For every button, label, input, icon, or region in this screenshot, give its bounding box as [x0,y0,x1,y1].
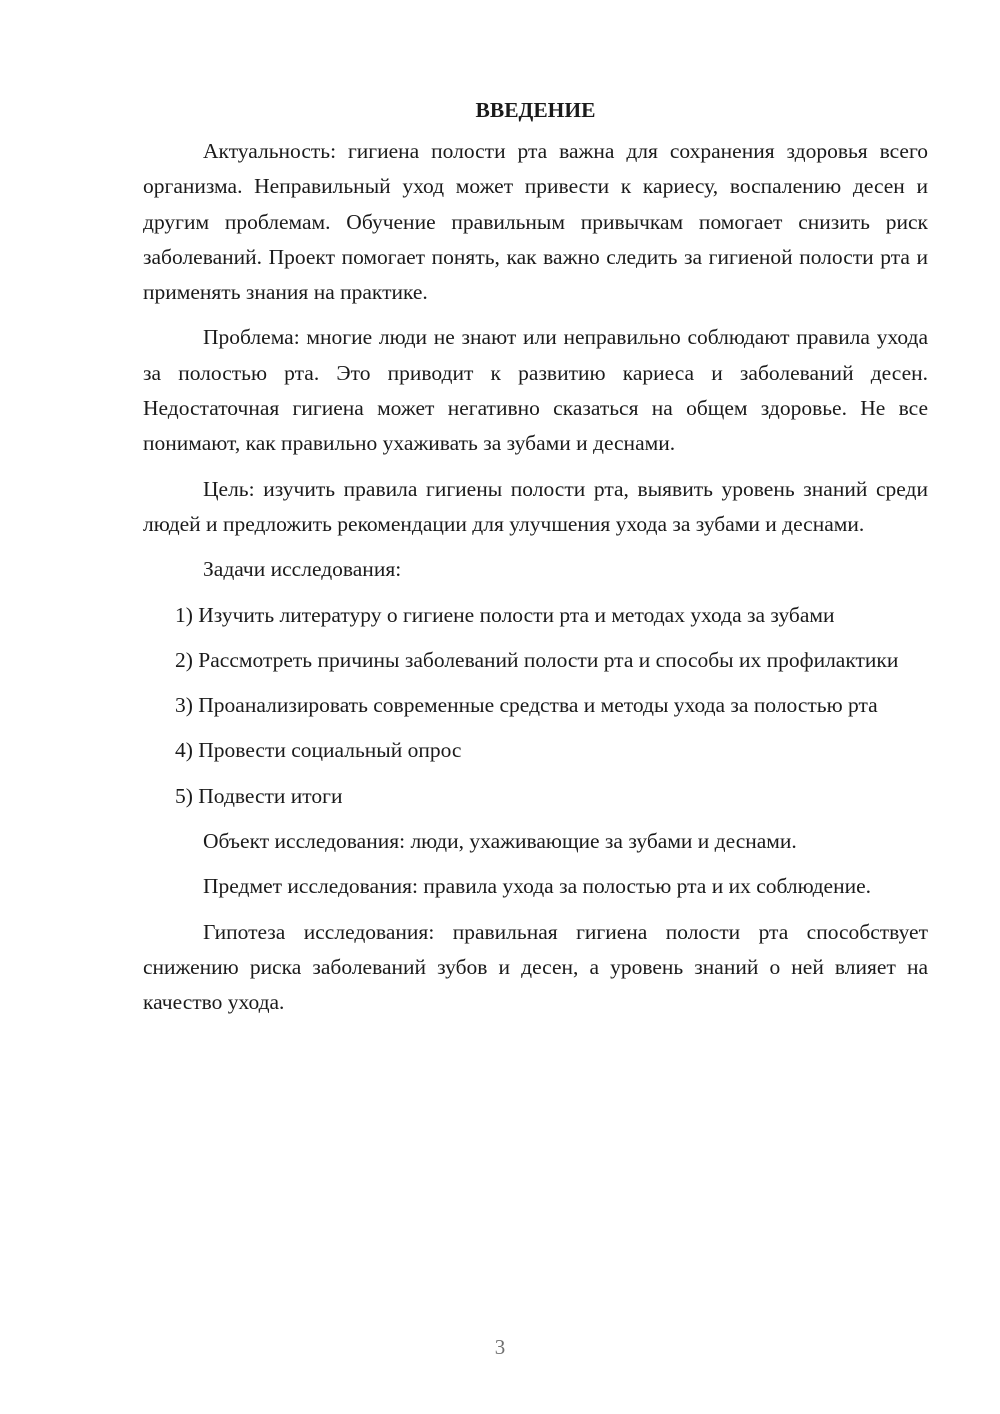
relevance-paragraph: Актуальность: гигиена полости рта важна для сохранения здоровья всего организма. Неправильный уход может привести к кариесу, воспалению десен и другим проблемам. Обучение правильным привычкам помогает снизить риск заболеваний. Проект помогает понять, как важно следить за гигиеной полости рта и применять знания на практике. [143,139,928,305]
page-number: 3 [494,1335,506,1359]
list-item: 4) Провести социальный опрос [175,738,462,763]
object-paragraph: Объект исследования: люди, ухаживающие за зубами и деснами. [203,829,797,854]
goal-paragraph: Цель: изучить правила гигиены полости рта, выявить уровень знаний среди людей и предложить рекомендации для улучшения ухода за зубами и деснами. [143,476,928,536]
tasks-list [143,598,928,814]
page-title: ВВЕДЕНИЕ [475,98,596,122]
tasks-heading: Задачи исследования: [203,557,402,582]
list-item: 3) Проанализировать современные средства и методы ухода за полостью рта [175,693,878,718]
list-item: 2) Рассмотреть причины заболеваний полости рта и способы их профилактики [175,647,899,672]
problem-paragraph: Проблема: многие люди не знают или неправильно соблюдают правила ухода за полостью рта. Это приводит к развитию кариеса и заболеваний десен. Недостаточная гигиена может негативно сказаться на общем здоровье. Не все понимают, как правильно ухаживать за зубами и деснами. [143,325,928,456]
hypothesis-paragraph: Гипотеза исследования: правильная гигиена полости рта способствует снижению риска заболеваний зубов и десен, а уровень знаний о ней влияет на качество ухода. [143,919,928,1015]
list-item: 5) Подвести итоги [175,783,343,808]
list-item: 1) Изучить литературу о гигиене полости рта и методах ухода за зубами [175,602,835,627]
subject-paragraph: Предмет исследования: правила ухода за полостью рта и их соблюдение. [203,874,872,899]
document-page [143,93,928,1031]
